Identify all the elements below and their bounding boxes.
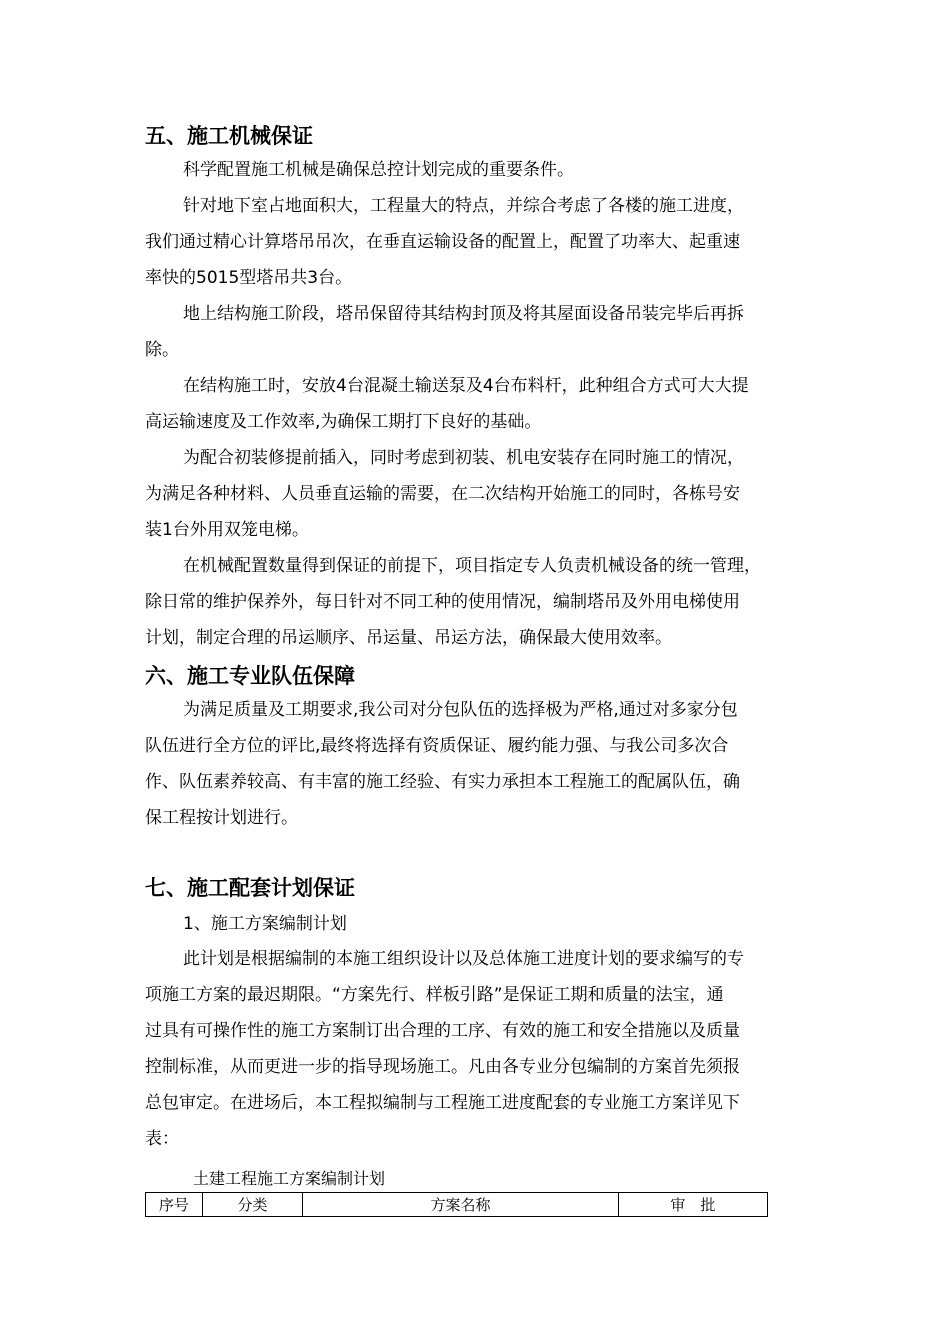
section-5-line: 率快的5015型塔吊共3台。 <box>145 268 353 288</box>
section-7-heading: 七、施工配套计划保证 <box>145 876 355 900</box>
table-header-cell: 审 批 <box>618 1193 767 1217</box>
section-6-line: 保工程按计划进行。 <box>145 808 298 828</box>
section-6-heading: 六、施工专业队伍保障 <box>145 664 355 688</box>
section-5-line: 除。 <box>145 340 179 360</box>
section-5-line: 除日常的维护保养外，每日针对不同工种的使用情况，编制塔吊及外用电梯使用 <box>145 592 740 612</box>
section-5-line: 装1台外用双笼电梯。 <box>145 520 309 540</box>
section-7-subheading: 1、施工方案编制计划 <box>183 914 347 934</box>
section-5-line: 我们通过精心计算塔吊吊次，在垂直运输设备的配置上，配置了功率大、起重速 <box>145 232 740 252</box>
section-6-line: 作、队伍素养较高、有丰富的施工经验、有实力承担本工程施工的配属队伍，确 <box>145 772 740 792</box>
section-6-line: 队伍进行全方位的评比,最终将选择有资质保证、履约能力强、与我公司多次合 <box>145 736 729 756</box>
section-5-line: 地上结构施工阶段，塔吊保留待其结构封顶及将其屋面设备吊装完毕后再拆 <box>183 304 744 324</box>
section-5-line: 计划，制定合理的吊运顺序、吊运量、吊运方法，确保最大使用效率。 <box>145 628 672 648</box>
table-caption: 土建工程施工方案编制计划 <box>193 1169 386 1188</box>
section-5-line: 为满足各种材料、人员垂直运输的需要，在二次结构开始施工的同时，各栋号安 <box>145 484 740 504</box>
section-5-line: 在机械配置数量得到保证的前提下，项目指定专人负责机械设备的统一管理， <box>183 556 761 576</box>
table-header-row <box>146 1193 768 1217</box>
table-header-cell: 分类 <box>202 1193 303 1217</box>
section-5-line: 为配合初装修提前插入，同时考虑到初装、机电安装存在同时施工的情况， <box>183 448 744 468</box>
section-7-line: 此计划是根据编制的本施工组织设计以及总体施工进度计划的要求编写的专 <box>183 949 744 969</box>
section-5-line: 针对地下室占地面积大，工程量大的特点，并综合考虑了各楼的施工进度， <box>183 196 744 216</box>
section-7-line: 过具有可操作性的施工方案制订出合理的工序、有效的施工和安全措施以及质量 <box>145 1021 740 1041</box>
section-7-line: 项施工方案的最迟期限。“方案先行、样板引路”是保证工期和质量的法宝，通 <box>145 985 724 1005</box>
section-7-line: 表： <box>145 1129 179 1149</box>
section-5-heading: 五、施工机械保证 <box>145 124 313 148</box>
section-5-line: 高运输速度及工作效率,为确保工期打下良好的基础。 <box>145 412 542 432</box>
section-6-line: 为满足质量及工期要求,我公司对分包队伍的选择极为严格,通过对多家分包 <box>183 700 738 720</box>
plan-table <box>145 1192 768 1217</box>
section-7-line: 总包审定。在进场后，本工程拟编制与工程施工进度配套的专业施工方案详见下 <box>145 1093 740 1113</box>
section-5-line: 在结构施工时，安放4台混凝土输送泵及4台布料杆，此种组合方式可大大提 <box>183 376 749 396</box>
section-5-line: 科学配置施工机械是确保总控计划完成的重要条件。 <box>183 160 574 180</box>
table-header-cell: 方案名称 <box>303 1193 618 1217</box>
table-header-cell: 序号 <box>146 1193 203 1217</box>
section-7-line: 控制标准，从而更进一步的指导现场施工。凡由各专业分包编制的方案首先须报 <box>145 1057 740 1077</box>
